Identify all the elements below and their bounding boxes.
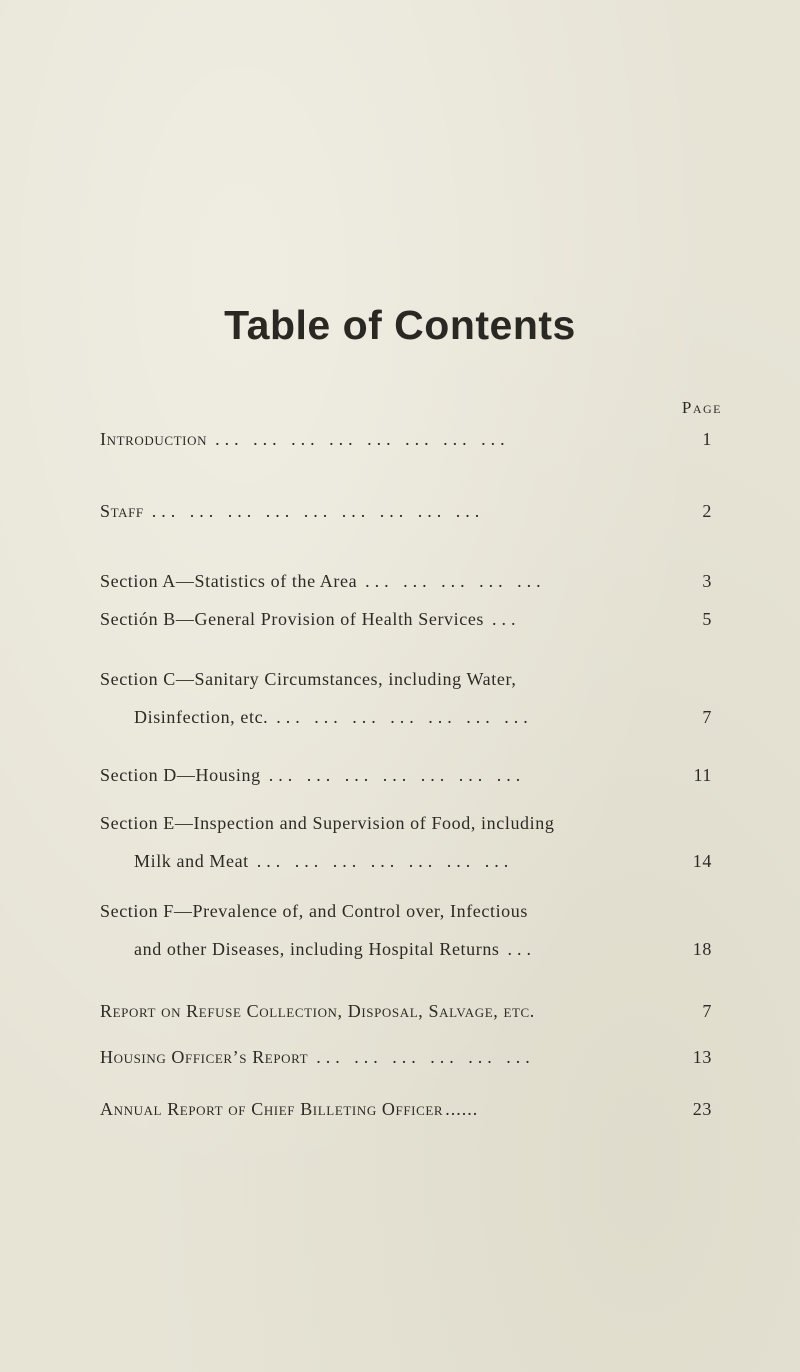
leader-dots: ... ... ... ... ... — [365, 571, 546, 591]
toc-entry-staff[interactable] — [100, 496, 712, 526]
toc-page-number: 2 — [702, 501, 712, 521]
toc-entry-section-a[interactable] — [100, 566, 712, 596]
leader-dots: ...... — [445, 1099, 479, 1119]
toc-entry-introduction[interactable] — [100, 424, 712, 454]
toc-entry-title: Sectión B—General Provision of Health Services — [100, 609, 485, 629]
toc-page-number: 7 — [702, 707, 712, 727]
leader-dots — [535, 1001, 543, 1021]
toc-entry-title: Staff — [100, 501, 144, 521]
leader-dots: ... ... ... ... ... ... — [316, 1047, 535, 1067]
toc-page-number: 7 — [702, 1001, 712, 1021]
toc-entry-housing-officer-report[interactable] — [100, 1042, 712, 1072]
leader-dots: ... ... ... ... ... ... ... — [276, 707, 533, 727]
leader-dots: ... ... ... ... ... ... ... ... — [215, 429, 510, 449]
toc-entry-title: Section C—Sanitary Circumstances, including Water, — [100, 669, 517, 689]
leader-dots: ... — [507, 939, 537, 959]
toc-entry-billeting-officer-report[interactable] — [100, 1094, 712, 1124]
toc-entry-title-continued: Disinfection, etc. — [134, 707, 269, 727]
toc-page-number: 13 — [692, 1047, 712, 1067]
toc-page-number: 3 — [702, 571, 712, 591]
toc-entry-title: Section D—Housing — [100, 765, 261, 785]
toc-entry-title-continued: and other Diseases, including Hospital Returns — [134, 939, 500, 959]
toc-entry-section-d[interactable] — [100, 760, 712, 790]
toc-entry-title: Annual Report of Chief Billeting Officer — [100, 1099, 444, 1119]
page-title: Table of Contents — [224, 302, 576, 348]
toc-entry-title: Introduction — [100, 429, 208, 449]
toc-page-number: 5 — [702, 609, 712, 629]
leader-dots: ... ... ... ... ... ... ... ... ... — [151, 501, 485, 521]
page-column-header: Page — [681, 398, 722, 417]
leader-dots: ... ... ... ... ... ... ... — [268, 765, 526, 785]
toc-entry-title: Report on Refuse Collection, Disposal, Salvage, etc. — [100, 1001, 535, 1021]
toc-page-number: 23 — [692, 1099, 712, 1119]
toc-entry-refuse-report[interactable] — [100, 996, 712, 1026]
toc-entry-title: Housing Officer’s Report — [100, 1047, 309, 1067]
toc-entry-section-c[interactable] — [100, 664, 712, 732]
toc-entry-title: Section F—Prevalence of, and Control over, Infectious — [100, 901, 528, 921]
toc-entry-title: Section A—Statistics of the Area — [100, 571, 358, 591]
toc-page-number: 14 — [692, 851, 712, 871]
toc-entry-section-f[interactable] — [100, 896, 712, 964]
toc-entry-section-b[interactable] — [100, 604, 712, 634]
toc-entry-title-continued: Milk and Meat — [134, 851, 249, 871]
leader-dots: ... ... ... ... ... ... ... — [256, 851, 514, 871]
toc-page-number: 1 — [702, 429, 712, 449]
leader-dots: ... — [492, 609, 521, 629]
toc-page-number: 18 — [692, 939, 712, 959]
toc-entry-title: Section E—Inspection and Supervision of Food, including — [100, 813, 555, 833]
toc-entry-section-e[interactable] — [100, 808, 712, 876]
toc-page-number: 11 — [693, 765, 712, 785]
